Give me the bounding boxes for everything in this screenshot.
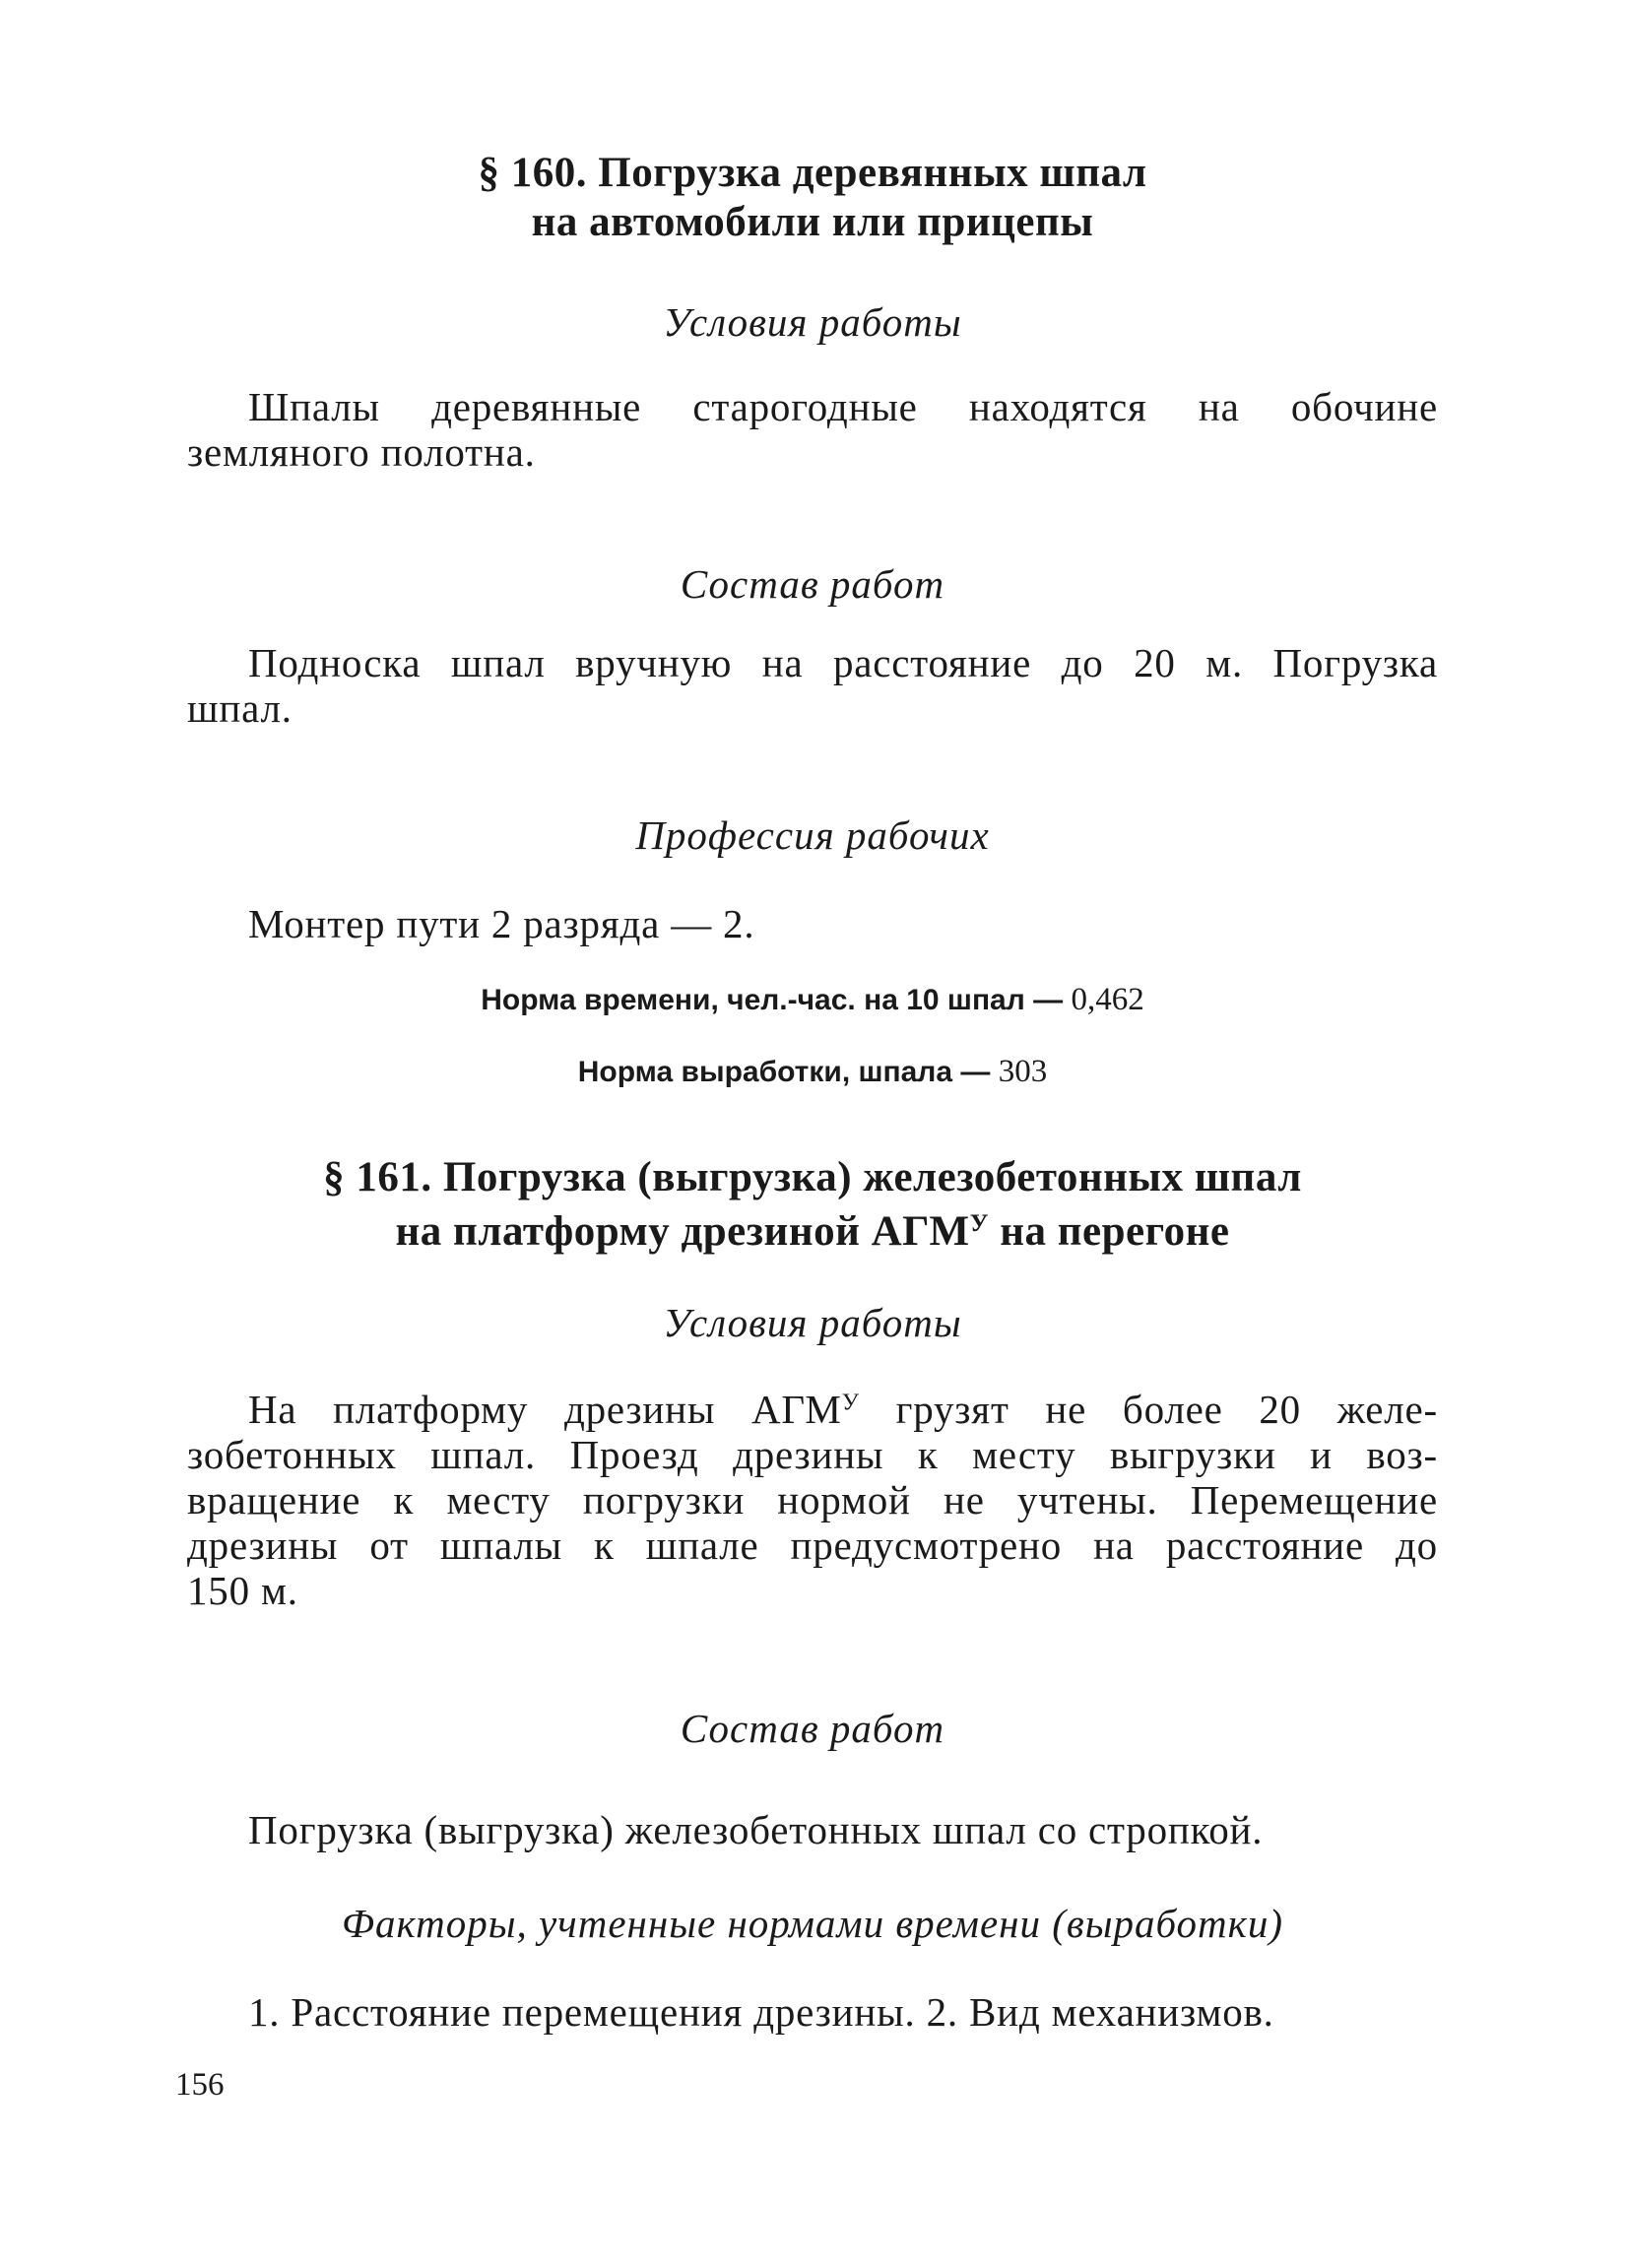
s160-profession-text: Монтер пути 2 разряда — 2.: [248, 901, 755, 946]
s160-time-norm: [187, 980, 1438, 1020]
s160-time-norm-label: Норма времени, чел.-час. на 10 шпал —: [481, 984, 1064, 1016]
s160-output-norm-label: Норма выработки, шпала —: [577, 1056, 991, 1088]
s161-conditions-line1-part2: грузят не более 20 желе-: [859, 1387, 1439, 1432]
s160-composition-line2: шпал.: [187, 685, 293, 731]
s161-conditions-line3: вращение к месту погрузки нормой не учтены. Перемещение: [187, 1477, 1438, 1523]
s160-conditions-heading: Условия работы: [663, 299, 962, 345]
s160-composition-paragraph: [187, 640, 1438, 731]
s160-profession-heading: Профессия рабочих: [635, 812, 990, 858]
s160-conditions-paragraph: [187, 384, 1438, 475]
page-number: 156: [175, 2067, 225, 2103]
s160-composition-line1: Подноска шпал вручную на расстояние до 20 м. Погрузка: [248, 640, 1438, 685]
s161-conditions-paragraph: [187, 1387, 1438, 1613]
s161-conditions-line5: 150 м.: [187, 1568, 298, 1613]
s161-title-line2-part1: на платформу дрезиной АГМ: [395, 1208, 970, 1255]
s161-conditions-heading: Условия работы: [663, 1300, 962, 1345]
s160-conditions-line1: Шпалы деревянные старогодные находятся на обочине: [248, 384, 1438, 429]
s161-factors-heading: Факторы, учтенные нормами времени (выработки): [342, 1901, 1283, 1946]
s161-factors-text: 1. Расстояние перемещения дрезины. 2. Вид механизмов.: [248, 1989, 1274, 2035]
s160-conditions-line2: земляного полотна.: [187, 429, 536, 475]
s161-conditions-line2: зобетонных шпал. Проезд дрезины к месту выгрузки и воз-: [187, 1432, 1438, 1477]
s161-composition-text: Погрузка (выгрузка) железобетонных шпал со стропкой.: [248, 1807, 1264, 1852]
s160-title-line1: § 160. Погрузка деревянных шпал: [478, 150, 1147, 196]
s161-conditions-line4: дрезины от шпалы к шпале предусмотрено на расстояние до: [187, 1523, 1438, 1568]
s161-conditions-line1: [187, 1387, 1438, 1432]
s161-title-line2-part2: на перегоне: [989, 1208, 1230, 1255]
s161-title-line1: § 161. Погрузка (выгрузка) железобетонных шпал: [323, 1154, 1302, 1200]
s161-title-line2-sup: У: [969, 1207, 989, 1237]
s160-output-norm-value: 303: [998, 1054, 1048, 1089]
s161-conditions-line1-sup: У: [841, 1389, 860, 1416]
s161-conditions-line1-part1: На платформу дрезины АГМ: [248, 1387, 842, 1432]
s160-output-norm: [187, 1052, 1438, 1092]
s160-composition-heading: Состав работ: [680, 561, 945, 607]
s160-title-line2: на автомобили или прицепы: [531, 199, 1094, 245]
s160-time-norm-value: 0,462: [1071, 982, 1144, 1017]
s161-composition-heading: Состав работ: [680, 1706, 945, 1751]
s161-title-line2: [187, 1206, 1438, 1258]
